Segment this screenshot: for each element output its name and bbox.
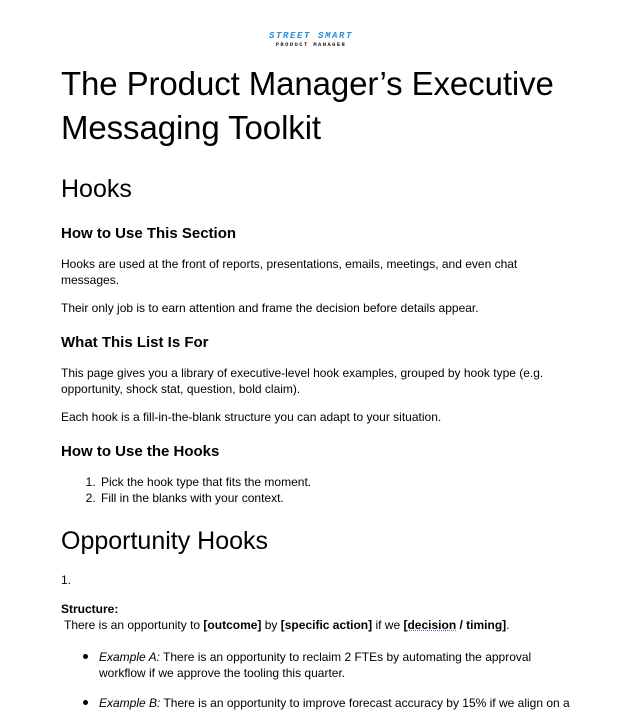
how-to-use-para-2: Their only job is to earn attention and frame the decision before details appear. (61, 301, 479, 315)
structure-decision-open: [ (403, 618, 408, 632)
what-this-list-is-for-heading: What This List Is For (61, 334, 209, 351)
example-b-label: Example B: (99, 696, 161, 710)
hook-step-1: 1. Pick the hook type that fits the moment. (99, 474, 571, 490)
structure-template (61, 617, 571, 633)
example-a-text: There is an opportunity to reclaim 2 FTEs by automating the approval workflow if we approve the tooling this quarter. (99, 650, 532, 680)
structure-text-3: if we (372, 618, 404, 632)
document-title: The Product Manager’s Executive Messaging Toolkit (61, 65, 554, 146)
structure-outcome-placeholder: [outcome] (203, 618, 262, 632)
example-b-text: There is an opportunity to improve forecast accuracy by 15% if we align on a (160, 696, 570, 710)
opportunity-hooks-heading: Opportunity Hooks (61, 527, 269, 555)
how-to-use-para-1: Hooks are used at the front of reports, presentations, emails, meetings, and even chat messages. (61, 257, 518, 287)
structure-text-2: by (261, 618, 281, 632)
examples-list (61, 649, 571, 711)
structure-decision-close: / timing] (456, 618, 507, 632)
structure-decision-word: decision (407, 618, 457, 632)
structure-text-4: . (506, 618, 510, 632)
example-a (99, 649, 571, 681)
document-body (61, 62, 571, 725)
structure-label: Structure: (61, 602, 119, 616)
logo-line-2: PRODUCT MANAGER (275, 41, 346, 48)
logo-graphic (261, 30, 361, 48)
what-list-para-2: Each hook is a fill-in-the-blank structure you can adapt to your situation. (61, 410, 442, 424)
structure-action-placeholder: [specific action] (280, 618, 373, 632)
logo-line-1: STREET SMART (268, 31, 353, 41)
how-to-use-hooks-heading: How to Use the Hooks (61, 443, 220, 460)
what-list-para-1: This page gives you a library of executive-level hook examples, grouped by hook type (e.g. opportunity, shock stat, question, bold claim). (61, 366, 544, 396)
how-to-use-section-heading: How to Use This Section (61, 225, 237, 242)
structure-text-1: There is an opportunity to (64, 618, 204, 632)
hooks-heading: Hooks (61, 175, 132, 203)
structure-decision-placeholder (403, 618, 506, 632)
street-smart-logo (0, 30, 621, 53)
example-a-label: Example A: (99, 650, 160, 664)
example-b (99, 695, 571, 711)
hook-steps-list (61, 474, 571, 506)
hook-item-number: 1. (61, 573, 72, 587)
hook-step-2: 2. Fill in the blanks with your context. (99, 490, 571, 506)
